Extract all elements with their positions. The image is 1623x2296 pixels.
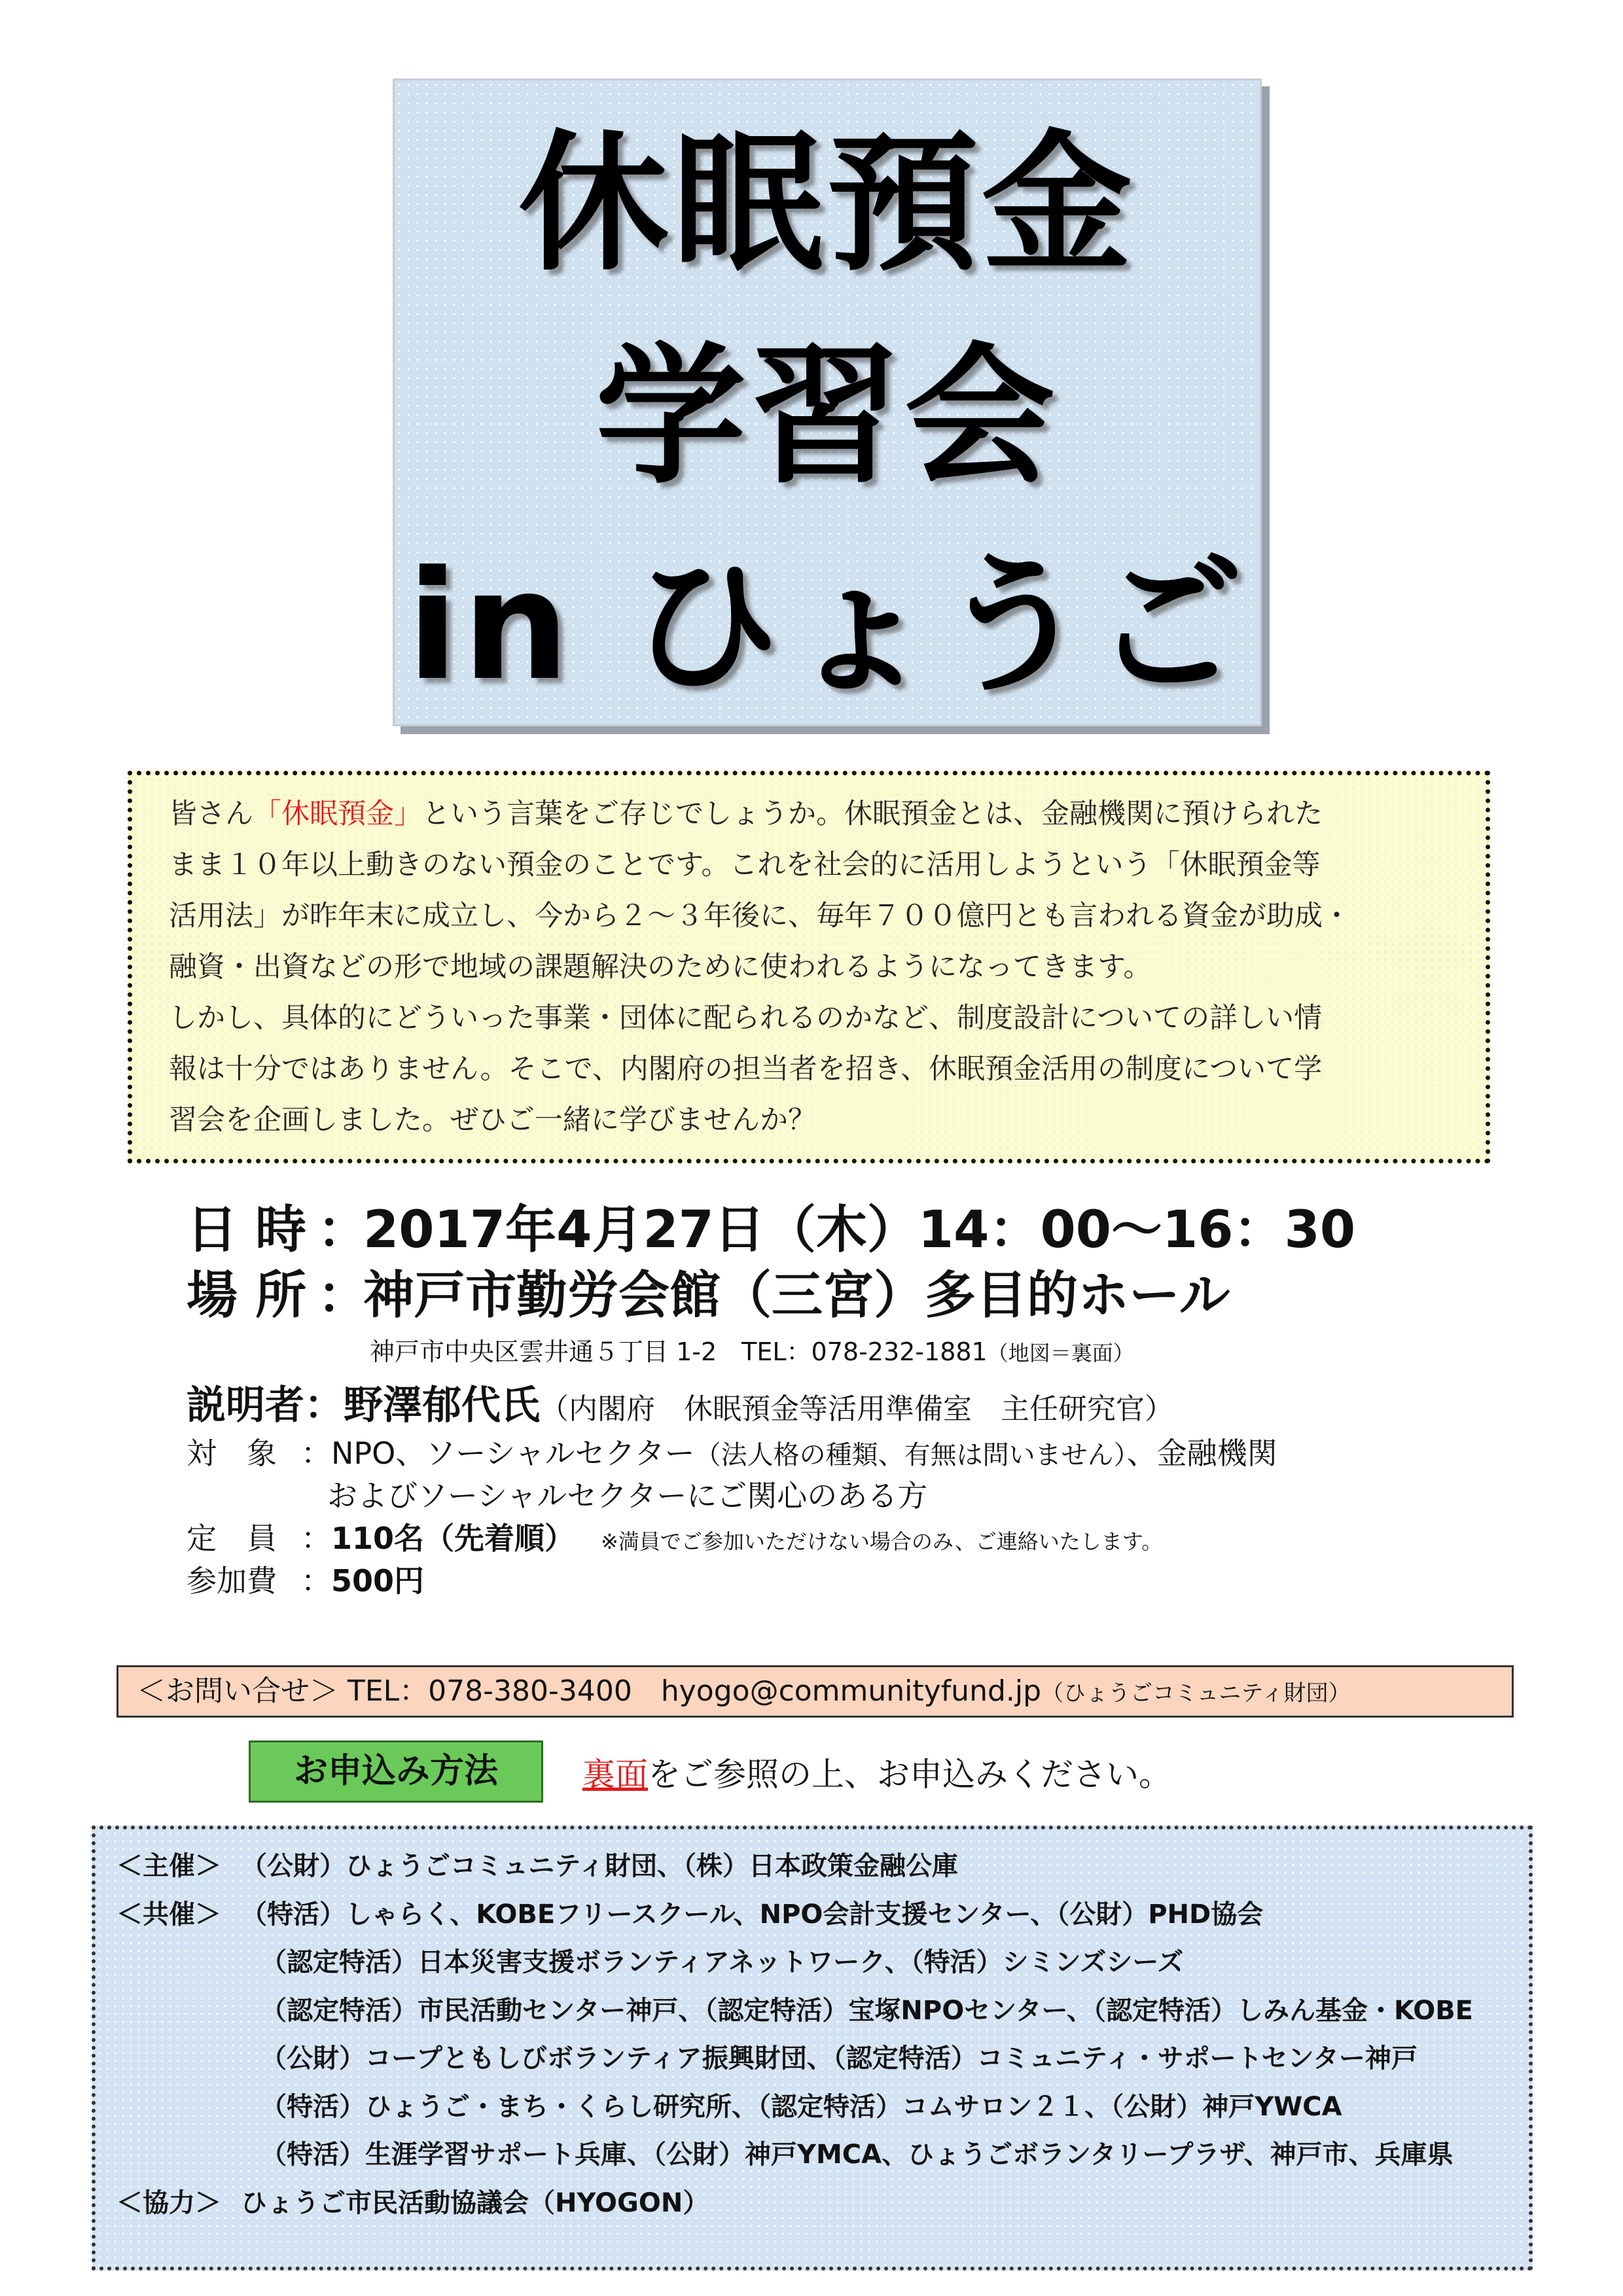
capacity-note: ※満員でご参加いただけない場合のみ、ご連絡いたします。 [601,1529,1163,1554]
title-panel [393,79,1262,726]
colon: ： [301,1521,331,1556]
host-value: （公財）ひょうごコミュニティ財団、（株）日本政策金融公庫 [241,1851,958,1881]
target-note: （法人格の種類、有無は問いません） [694,1440,1127,1470]
intro-line-5: しかし、具体的にどういった事業・団体に配られるのかなど、制度設計についての詳しい情 [169,1002,1323,1034]
intro-box [128,771,1490,1163]
apply-text: をご参照の上、お申込みください。 [648,1756,1171,1793]
intro-line-3: 活用法」が昨年末に成立し、今から２～３年後に、毎年７００億円とも言われる資金が助成・ [169,900,1351,932]
fee-label: 参加費 [187,1563,277,1598]
colon: ： [317,1266,369,1325]
map-note: （地図＝裏面） [987,1341,1134,1366]
capacity-label: 定 員 [187,1521,277,1556]
date-label: 日 時 [187,1201,307,1260]
target-row [187,1430,1277,1473]
colon: ： [301,1436,331,1471]
intro-line-2: まま１０年以上動きのない預金のことです。これを社会的に活用しようという「休眠預金等 [169,849,1321,881]
cohost-row-4: （公財）コープともしびボランティア振興財団、（認定特活）コミュニティ・サポートセンター神戸 [260,2043,1418,2074]
sponsor-box [92,1826,1533,2270]
target-row-2: およびソーシャルセクターにご関心のある方 [327,1478,928,1513]
title-line-1: 休眠預金 [518,117,1136,292]
speaker-label: 説明者： [187,1383,344,1428]
fee-value: 500円 [331,1563,425,1598]
fee-row [187,1557,424,1600]
date-row [187,1201,1355,1260]
place-value: 神戸市勤労会館（三宮）多目的ホール [363,1266,1230,1325]
highlight-term: 「休眠預金」 [253,798,422,830]
coop-row [116,2180,1529,2228]
intro-line-6: 報は十分ではありません。そこで、内閣府の担当者を招き、休眠預金活用の制度について学 [169,1053,1323,1086]
apply-instructions [582,1748,1171,1795]
place-row [187,1266,1230,1325]
cohost-row-5: （特活）ひょうご・まち・くらし研究所、（認定特活）コムサロン２１、（公財）神戸YWCA [260,2091,1342,2122]
intro-line-4: 融資・出資などの形で地域の課題解決のために使われるようになってきます。 [169,951,1152,983]
target-label: 対 象 [187,1436,277,1471]
speaker-name: 野澤郁代氏 [344,1383,540,1428]
cohost-value-1: （特活）しゃらく、KOBEフリースクール、NPO会計支援センター、（公財）PHD協会 [241,1899,1264,1930]
target-value: NPO、ソーシャルセクター [331,1436,695,1471]
host-row [116,1843,1529,1891]
host-label: ＜主催＞ [116,1851,221,1881]
cohost-label: ＜共催＞ [116,1899,221,1930]
colon: ： [301,1563,331,1598]
intro-line-7: 習会を企画しました。ぜひご一緒に学びませんか？ [169,1104,816,1137]
address-text: 神戸市中央区雲井通５丁目 1-2 TEL：078-232-1881 [370,1337,988,1366]
date-value: 2017年4月27日（木）14：00～16：30 [363,1201,1356,1260]
coop-label: ＜協力＞ [116,2187,221,2218]
speaker-title: （内閣府 休眠預金等活用準備室 主任研究官） [540,1392,1173,1426]
address-row [370,1332,1134,1368]
coop-value: ひょうご市民活動協議会（HYOGON） [241,2187,709,2218]
cohost-row-2: （認定特活）日本災害支援ボランティアネットワーク、（特活）シミンズシーズ [260,1947,1184,1977]
contact-bar [116,1665,1514,1718]
title-line-2: 学習会 [595,330,1059,504]
capacity-row [187,1515,1162,1558]
contact-text[interactable]: ＜お問い合せ＞ TEL：078-380-3400 hyogo@communityfund.jp [137,1674,1042,1708]
apply-method-button[interactable]: お申込み方法 [249,1740,543,1803]
speaker-row [187,1374,1173,1430]
cohost-row-3: （認定特活）市民活動センター神戸、（認定特活）宝塚NPOセンター、（認定特活）しみん基金・KOBE [260,1995,1474,2026]
capacity-value: 110名（先着順） [331,1521,575,1556]
cohost-row [116,1891,1529,1939]
intro-text: 皆さん [169,798,253,830]
title-line-3: in ひょうご [406,539,1248,714]
intro-line-1 [169,788,1459,839]
colon: ： [317,1201,369,1260]
target-value-2: 、金融機関 [1126,1436,1277,1471]
contact-org: （ひょうごコミュニティ財団） [1041,1680,1351,1706]
cohost-row-6: （特活）生涯学習サポート兵庫、（公財）神戸YMCA、ひょうごボランタリープラザ、神戸市、兵庫県 [260,2140,1454,2170]
back-page-link[interactable]: 裏面 [582,1756,648,1793]
intro-text: という言葉をご存じでしょうか。休眠預金とは、金融機関に預けられた [422,798,1323,830]
place-label: 場 所 [187,1266,307,1325]
